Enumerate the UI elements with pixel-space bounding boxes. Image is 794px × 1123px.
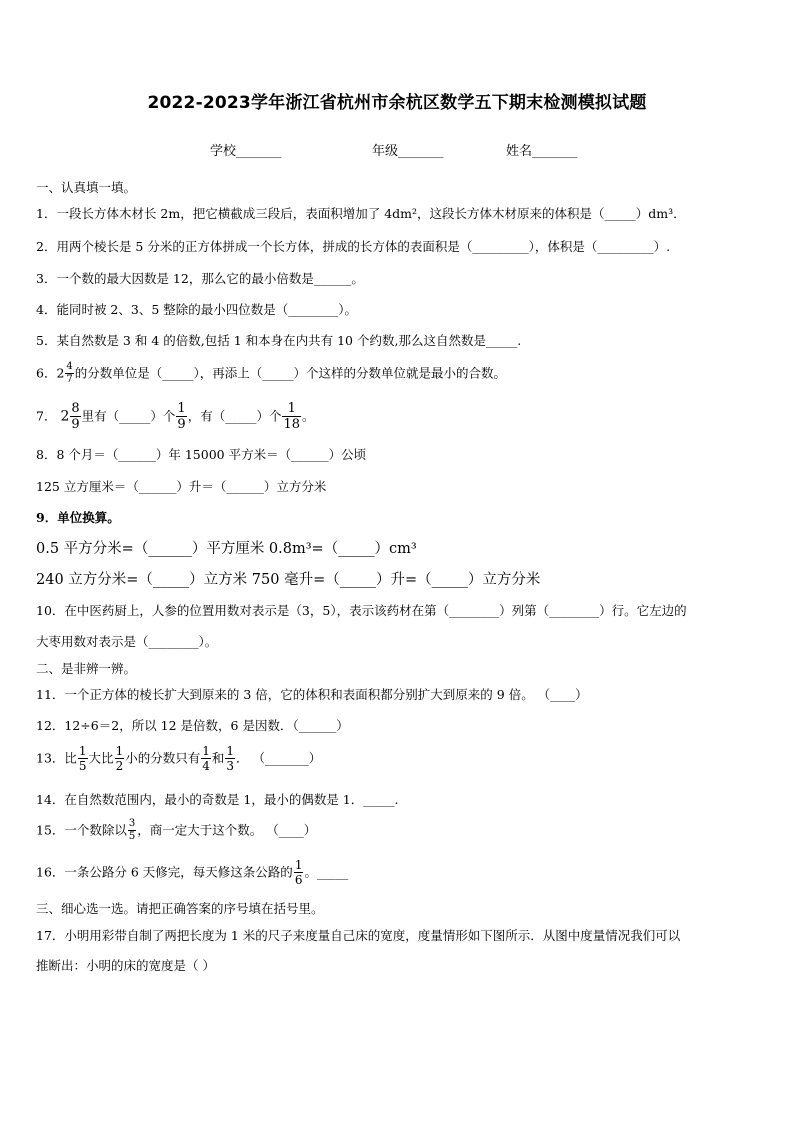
q16-denominator: 6: [294, 873, 303, 887]
question-15: [36, 819, 316, 842]
question-8-line-2: 125 立方厘米＝（______）升＝（______）立方分米: [36, 479, 327, 494]
question-10-line-2: 大枣用数对表示是（________）。: [36, 634, 218, 649]
q13-f4-numerator: 1: [226, 744, 235, 758]
q13-prefix: 13．比: [36, 750, 77, 766]
question-5: 5．某自然数是 3 和 4 的倍数,包括 1 和本身在内共有 10 个约数,那么这自然数是_____.: [36, 333, 522, 348]
question-7: [36, 402, 315, 431]
section-2-heading: 二、是非辨一辨。: [36, 661, 137, 676]
q7-text-1: 里有（_____）个: [81, 408, 176, 424]
q13-text-4: ． （_______）: [236, 750, 322, 766]
grade-field: 年级_______: [372, 144, 444, 159]
q6-whole-number: 2: [56, 365, 65, 381]
q13-f1-numerator: 1: [78, 744, 87, 758]
question-12: 12．12÷6＝2，所以 12 是倍数，6 是因数．（______）: [36, 718, 349, 733]
question-13: [36, 745, 321, 772]
q13-text-3: 和: [211, 750, 225, 766]
q13-f4-denominator: 3: [226, 759, 235, 773]
question-8-line-1: 8．8 个月＝（______）年 15000 平方米＝（______）公顷: [36, 447, 367, 462]
name-field: 姓名_______: [506, 144, 578, 159]
q6-text: 的分数单位是（_____），再添上（_____）个这样的分数单位就是最小的合数。: [74, 365, 507, 381]
q7-whole-number: 2: [60, 408, 70, 425]
q6-fraction: [65, 362, 73, 385]
q7-fraction-2: [176, 402, 186, 431]
question-11: 11．一个正方体的棱长扩大到原来的 3 倍，它的体积和表面积都分别扩大到原来的 9 倍。 （____）: [36, 687, 588, 702]
section-3-heading: 三、细心选一选。请把正确答案的序号填在括号里。: [36, 901, 324, 916]
question-9-line-2: 240 立方分米=（_____）立方米 750 毫升=（_____）升=（_____）立方分米: [36, 572, 541, 588]
q13-f3-numerator: 1: [202, 744, 210, 758]
question-3: 3．一个数的最大因数是 12，那么它的最小倍数是______。: [36, 271, 364, 286]
q13-f2-denominator: 2: [115, 759, 124, 773]
question-16: [36, 859, 348, 886]
q7-f3-numerator: 1: [282, 402, 301, 417]
question-9-line-1: 0.5 平方分米=（______）平方厘米 0.8m³=（_____）cm³: [36, 541, 417, 557]
section-1-heading: 一、认真填一填。: [36, 180, 137, 195]
q16-fraction: [294, 859, 304, 886]
q7-text-3: 。: [302, 408, 315, 424]
q7-f1-denominator: 9: [71, 417, 80, 432]
q15-denominator: 5: [128, 831, 136, 842]
question-2: 2．用两个棱长是 5 分米的正方体拼成一个长方体，拼成的长方体的表面积是（_________），体积是（_________）.: [36, 239, 671, 254]
question-9-heading: 9．单位换算。: [36, 510, 120, 525]
q13-f2-numerator: 1: [115, 744, 124, 758]
question-14: 14．在自然数范围内，最小的奇数是 1，最小的偶数是 1．_____.: [36, 792, 399, 807]
q16-prefix: 16．一条公路分 6 天修完，每天修这条公路的: [36, 864, 293, 880]
q6-prefix: 6．: [36, 365, 57, 381]
question-6: [36, 362, 506, 385]
q7-f2-numerator: 1: [177, 401, 186, 416]
q7-f1-numerator: 8: [71, 401, 80, 416]
question-1: 1．一段长方体木材长 2m，把它横截成三段后，表面积增加了 4dm²，这段长方体木材原来的体积是（_____）dm³．: [36, 206, 686, 221]
q16-numerator: 1: [294, 858, 303, 872]
q13-fraction-4: [225, 745, 235, 772]
q7-f3-denominator: 18: [283, 417, 300, 432]
q7-fraction-3: [282, 402, 301, 431]
q7-text-2: ，有（_____）个: [187, 408, 282, 424]
q15-fraction: [128, 819, 136, 842]
q13-f3-denominator: 4: [202, 759, 210, 773]
q6-numerator: 4: [66, 361, 73, 372]
question-17-line-1: 17．小明用彩带自制了两把长度为 1 米的尺子来度量自己床的宽度，度量情形如下图所示．从图中度量情况我们可以: [36, 928, 681, 943]
q15-text: ，商一定大于这个数。 （____）: [137, 822, 317, 838]
question-10-line-1: 10．在中医药厨上，人参的位置用数对表示是（3，5），表示该药材在第（________）列第（________）行。它左边的: [36, 603, 687, 618]
q16-text: 。_____: [304, 864, 349, 880]
question-4: 4．能同时被 2、3、5 整除的最小四位数是（________）。: [36, 302, 358, 317]
q13-text-2: 小的分数只有: [125, 750, 201, 766]
q13-fraction-2: [115, 745, 125, 772]
school-field: 学校_______: [210, 144, 282, 159]
q7-f2-denominator: 9: [177, 417, 186, 432]
q6-denominator: 7: [66, 374, 73, 385]
page-title: 2022-2023学年浙江省杭州市余杭区数学五下期末检测模拟试题: [147, 93, 647, 113]
q7-prefix: 7．: [36, 408, 57, 424]
question-17-line-2: 推断出：小明的床的宽度是（ ）: [36, 958, 215, 973]
q13-f1-denominator: 5: [78, 759, 87, 773]
q15-prefix: 15．一个数除以: [36, 822, 127, 838]
q13-fraction-1: [78, 745, 88, 772]
q13-text-1: 大比: [88, 750, 114, 766]
q15-numerator: 3: [128, 818, 136, 829]
q7-fraction-1: [70, 402, 80, 431]
q13-fraction-3: [201, 745, 211, 772]
